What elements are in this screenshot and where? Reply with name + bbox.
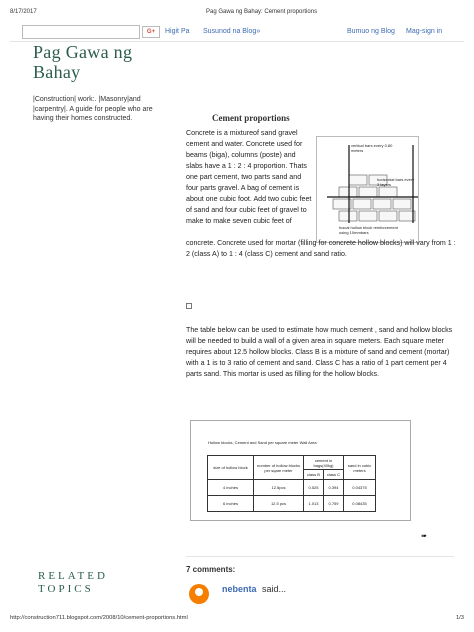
table-cell: 0.08435: [344, 496, 376, 512]
table-cell: 0.759: [324, 496, 344, 512]
create-blog-link[interactable]: Bumuo ng Blog: [347, 28, 395, 35]
diagram-label-horizontal: horizontal bars every 3 layers: [377, 177, 415, 187]
post-paragraph-1-continued: concrete. Concrete used for mortar (filling for concrete hollow blocks) will vary from 1 : 2 (class A) to 1 : 4 (class C) cement and sand ratio.: [186, 239, 456, 258]
search-input[interactable]: [22, 25, 140, 39]
image-placeholder-icon: [186, 303, 192, 309]
diagram-label-bottom: fuscal hollow block reinforcement using 10mmbars: [339, 225, 398, 235]
header-class-c: class C: [324, 470, 344, 480]
next-blog-link[interactable]: Susunod na Blog»: [203, 28, 261, 35]
related-topics-heading: [38, 570, 108, 596]
materials-table-figure: [190, 420, 411, 521]
post-paragraph-1: Concrete is a mixtureof sand gravel cement and water. Concrete used for beams (biga), columns (poste) and slabs have a 1 : 2 : 4 proportion. Thats one part cement, two parts sand and four parts gravel. A bag of cement is about one cubic foot. Add two cubic feet of sand and four cubic feet of gravel to make to make seven cubic feet of: [186, 129, 312, 225]
materials-table: [207, 455, 376, 512]
table-row: [208, 496, 376, 512]
post-paragraph-2: The table below can be used to estimate how much cement , sand and hollow blocks will be needed to build a wall of a given area in square meters. Each square meter requires about 12.5 hollow blocks. Class B is a mixture of sand and cement (mortar) with a 1 is to 3 ratio of cement and sand. Class C has a ratio of 1 part cement per 4 parts sand. This mortar is used as filling for the hollow blocks.: [186, 326, 453, 378]
comments-heading: 7 comments:: [186, 565, 236, 574]
comments-divider: [186, 556, 454, 557]
related-line-2: TOPICS: [38, 583, 94, 595]
table-cell: 6 inches: [208, 496, 254, 512]
hollow-block-wall-diagram: [316, 136, 419, 243]
table-cell: 12.5pcs: [254, 480, 304, 496]
print-header: [10, 9, 464, 19]
blogger-avatar-icon: [189, 584, 209, 604]
related-line-1: RELATED: [38, 570, 108, 582]
print-url: http://construction711.blogspot.com/2008/10/cement-proportions.html: [10, 615, 188, 621]
table-caption: Hollow blocks, Cement and Sand per square meter Wall Area: [208, 440, 317, 445]
table-cell: 1.013: [304, 496, 324, 512]
print-date: 8/17/2017: [10, 9, 37, 15]
header-class-b: class B: [304, 470, 324, 480]
table-row: [208, 480, 376, 496]
blog-title[interactable]: Pag Gawa ng Bahay: [33, 42, 133, 82]
blogger-navbar: [10, 22, 464, 42]
diagram-label-vertical: vertical bars every 0.80 meters: [351, 143, 393, 153]
table-cell: 12.5 pcs: [254, 496, 304, 512]
header-number: number of hollow blocks per sqare meter: [254, 456, 304, 480]
header-cement: cement in bags(40kg): [304, 456, 344, 470]
header-sand: sand in cubic meters: [344, 456, 376, 480]
print-title: Pag Gawa ng Bahay: Cement proportions: [206, 9, 318, 15]
comment-said-text: said...: [262, 584, 287, 594]
google-plus-button[interactable]: G+: [142, 26, 160, 38]
header-size: size of hollow block: [208, 456, 254, 480]
print-page-number: 1/3: [455, 615, 464, 621]
comment-author-link[interactable]: nebenta: [222, 584, 257, 594]
post-title: Cement proportions: [212, 113, 290, 123]
more-link[interactable]: Higit Pa: [165, 28, 190, 35]
table-cell: 0.525: [304, 480, 324, 496]
share-icon[interactable]: ➠: [421, 533, 427, 540]
table-cell: 4 inches: [208, 480, 254, 496]
sign-in-link[interactable]: Mag-sign in: [406, 28, 443, 35]
table-cell: 0.04375: [344, 480, 376, 496]
blog-description: |Construction| work:. |Masonry|and |carpentry|. A guide for people who are having their homes constructed.: [33, 96, 153, 122]
table-cell: 0.394: [324, 480, 344, 496]
